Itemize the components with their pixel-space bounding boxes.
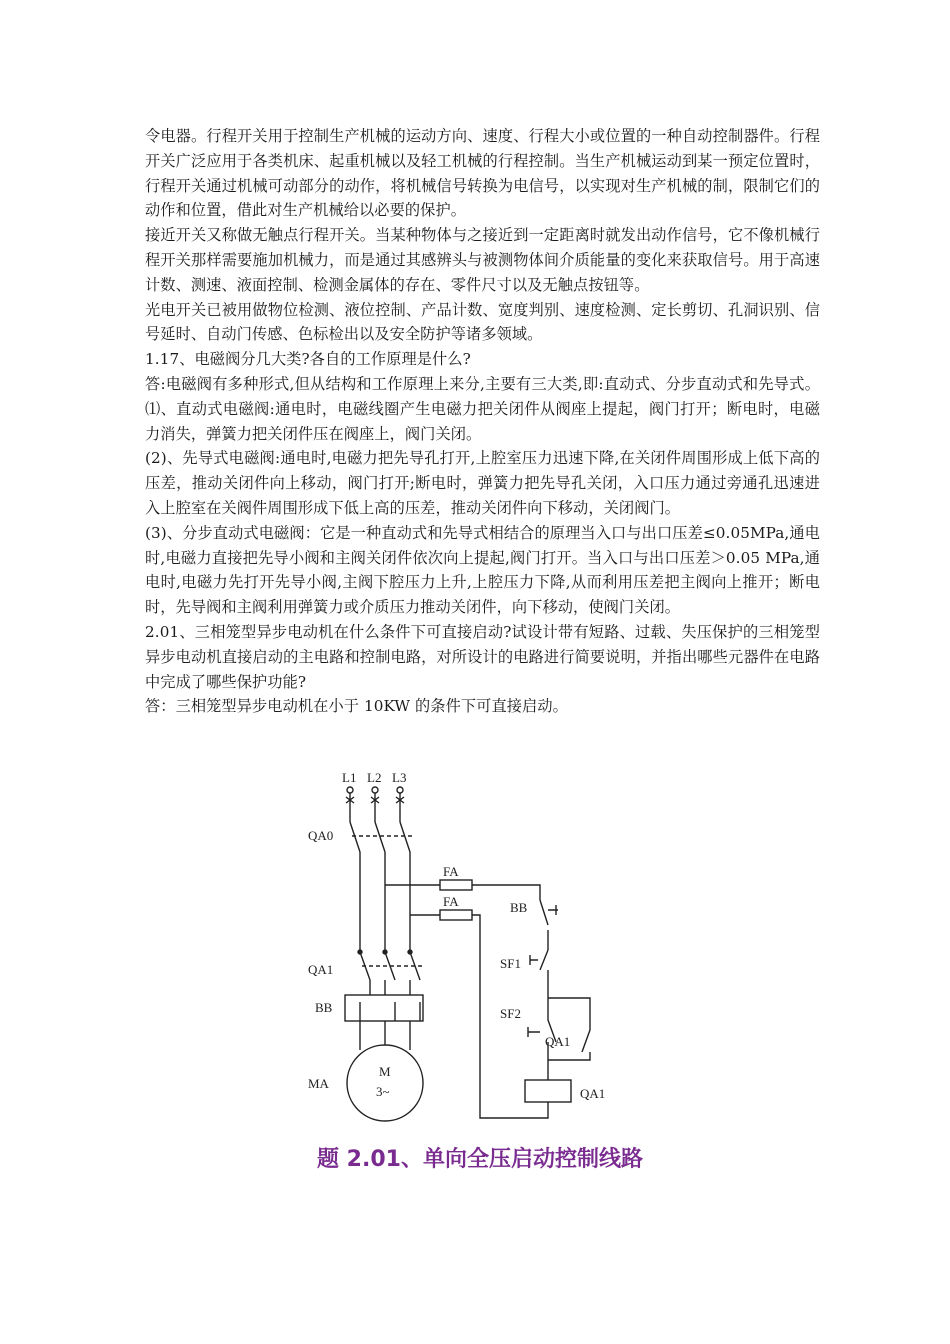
question-1-17: 1.17、电磁阀分几大类?各自的工作原理是什么? — [145, 350, 471, 369]
label-motor-m: M — [379, 1064, 391, 1079]
label-ma: MA — [308, 1076, 329, 1091]
label-qa1-coil: QA1 — [580, 1086, 606, 1101]
label-l2: L2 — [367, 770, 382, 785]
label-fa2: FA — [443, 894, 459, 909]
label-bb-control: BB — [510, 900, 528, 915]
document-body — [145, 124, 820, 719]
label-qa0: QA0 — [308, 828, 334, 843]
label-qa1-aux: QA1 — [545, 1034, 571, 1049]
label-sf2: SF2 — [500, 1006, 521, 1021]
question-2-01: 2.01、三相笼型异步电动机在什么条件下可直接启动?试设计带有短路、过载、失压保护的三相笼型异步电动机直接启动的主电路和控制电路，对所设计的电路进行简要说明，并指出哪些元器件在电路中完成了哪些保护功能? — [145, 622, 820, 691]
label-l3: L3 — [392, 770, 407, 785]
label-qa1-main: QA1 — [308, 962, 334, 977]
label-motor-phase: 3~ — [376, 1084, 390, 1099]
circuit-labels — [290, 770, 670, 1130]
label-sf1: SF1 — [500, 956, 521, 971]
label-fa1: FA — [443, 864, 459, 879]
answer-1-17-pilot: (2)、先导式电磁阀:通电时,电磁力把先导孔打开,上腔室压力迅速下降,在关闭件周围形成上低下高的压差，推动关闭件向上移动，阀门打开;断电时，弹簧力把先导孔关闭，入口压力通过旁通孔迅速进入上腔室在关阀件周围形成下低上高的压差，推动关闭件向下移动，关闭阀门。 — [145, 449, 820, 517]
paragraph-photoelectric-switch: 光电开关已被用做物位检测、液位控制、产品计数、宽度判别、速度检测、定长剪切、孔洞识别、信号延时、自动门传感、色标检出以及安全防护等诸多领域。 — [145, 300, 820, 344]
label-l1: L1 — [342, 770, 357, 785]
figure-caption: 题 2.01、单向全压启动控制线路 — [317, 1147, 643, 1172]
answer-2-01: 答：三相笼型异步电动机在小于 10KW 的条件下可直接启动。 — [145, 697, 568, 716]
label-bb-main: BB — [315, 1000, 333, 1015]
answer-1-17-stepped: (3)、分步直动式电磁阀：它是一种直动式和先导式相结合的原理当入口与出口压差≤0.05MPa,通电时,电磁力直接把先导小阀和主阀关闭件依次向上提起,阀门打开。当入口与出口压差＞0.05 MPa,通电时,电磁力先打开先导小阀,主阀下腔压力上升,上腔压力下降,从而利用压差把主阀向上推开；断电时，先导阀和主阀利用弹簧力或介质压力推动关闭件，向下移动，使阀门关闭。 — [145, 523, 820, 617]
answer-1-17-direct: 答:电磁阀有多种形式,但从结构和工作原理上来分,主要有三大类,即:直动式、分步直动式和先导式。⑴、直动式电磁阀:通电时，电磁线圈产生电磁力把关闭件从阀座上提起，阀门打开；断电时，电磁力消失，弹簧力把关闭件压在阀座上，阀门关闭。 — [145, 374, 820, 443]
circuit-diagram — [290, 770, 670, 1180]
paragraph-proximity-switch: 接近开关又称做无触点行程开关。当某种物体与之接近到一定距离时就发出动作信号，它不像机械行程开关那样需要施加机械力，而是通过其感辨头与被测物体间介质能量的变化来获取信号。用于高速计数、测速、液面控制、检测金属体的存在、零件尺寸以及无触点按钮等。 — [145, 226, 820, 294]
paragraph-travel-switch: 令电器。行程开关用于控制生产机械的运动方向、速度、行程大小或位置的一种自动控制器件。行程开关广泛应用于各类机床、起重机械以及轻工机械的行程控制。当生产机械运动到某一预定位置时，行程开关通过机械可动部分的动作，将机械信号转换为电信号，以实现对生产机械的制，限制它们的动作和位置，借此对生产机械给以必要的保护。 — [145, 127, 820, 220]
